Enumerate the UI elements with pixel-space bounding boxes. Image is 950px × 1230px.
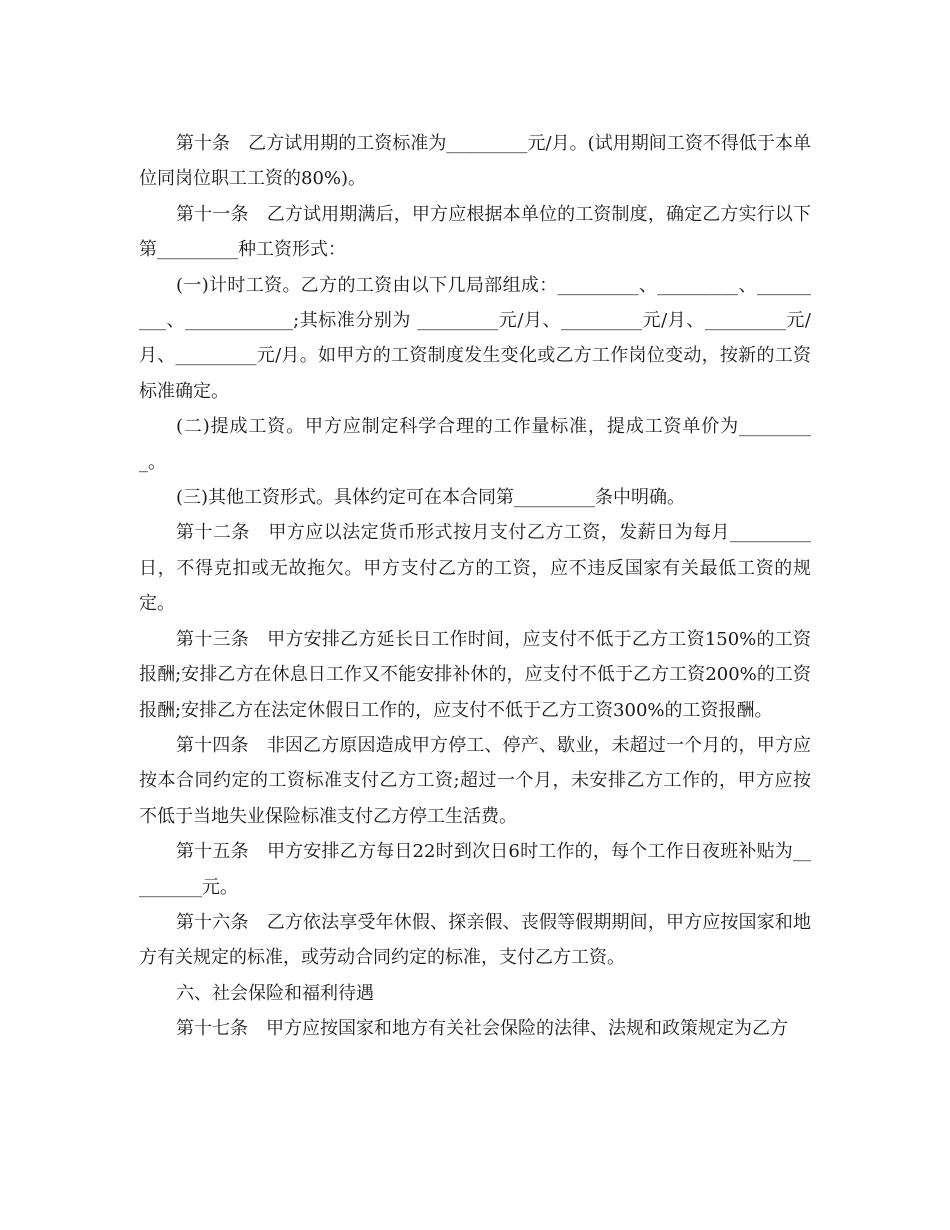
article-11-paragraph: 第十一条 乙方试用期满后，甲方应根据本单位的工资制度，确定乙方实行以下第_________种工资形式： xyxy=(139,203,811,261)
document-body xyxy=(139,126,811,1047)
article-10-paragraph: 第十条 乙方试用期的工资标准为_________元/月。(试用期间工资不得低于本单位同岗位职工工资的80%)。 xyxy=(139,133,811,190)
article-15-paragraph: 第十五条 甲方安排乙方每日22时到次日6时工作的，每个工作日夜班补贴为_________元。 xyxy=(139,841,811,898)
article-16-paragraph: 第十六条 乙方依法享受年休假、探亲假、丧假等假期期间，甲方应按国家和地方有关规定的标准，或劳动合同约定的标准，支付乙方工资。 xyxy=(139,911,811,969)
article-14-paragraph: 第十四条 非因乙方原因造成甲方停工、停产、歇业，未超过一个月的，甲方应按本合同约定的工资标准支付乙方工资;超过一个月，未安排乙方工作的，甲方应按不低于当地失业保险标准支付乙方停工生活费。 xyxy=(139,734,811,827)
commission-wage-paragraph: (二)提成工资。甲方应制定科学合理的工作量标准，提成工资单价为_________。 xyxy=(139,416,811,473)
article-13-paragraph: 第十三条 甲方安排乙方延长日工作时间，应支付不低于乙方工资150%的工资报酬;安排乙方在休息日工作又不能安排补休的，应支付不低于乙方工资200%的工资报酬;安排乙方在法定休假日工作的，应支付不低于乙方工资300%的工资报酬。 xyxy=(139,628,811,721)
article-17-paragraph: 第十七条 甲方应按国家和地方有关社会保险的法律、法规和政策规定为乙方 xyxy=(176,1018,788,1040)
section-6-heading: 六、社会保险和福利待遇 xyxy=(176,982,374,1004)
time-wage-paragraph: (一)计时工资。乙方的工资由以下几局部组成：_________、_________、_________、____________;其标准分别为 _________元/月、_________元/月、_________元/月、_________元/月。如甲方的工资制度发生变化或乙方工作岗位变动，按新的工资标准确定。 xyxy=(139,274,811,402)
article-12-paragraph: 第十二条 甲方应以法定货币形式按月支付乙方工资，发薪日为每月_________日，不得克扣或无故拖欠。甲方支付乙方的工资，应不违反国家有关最低工资的规定。 xyxy=(139,522,811,615)
other-wage-paragraph: (三)其他工资形式。具体约定可在本合同第_________条中明确。 xyxy=(176,487,686,509)
